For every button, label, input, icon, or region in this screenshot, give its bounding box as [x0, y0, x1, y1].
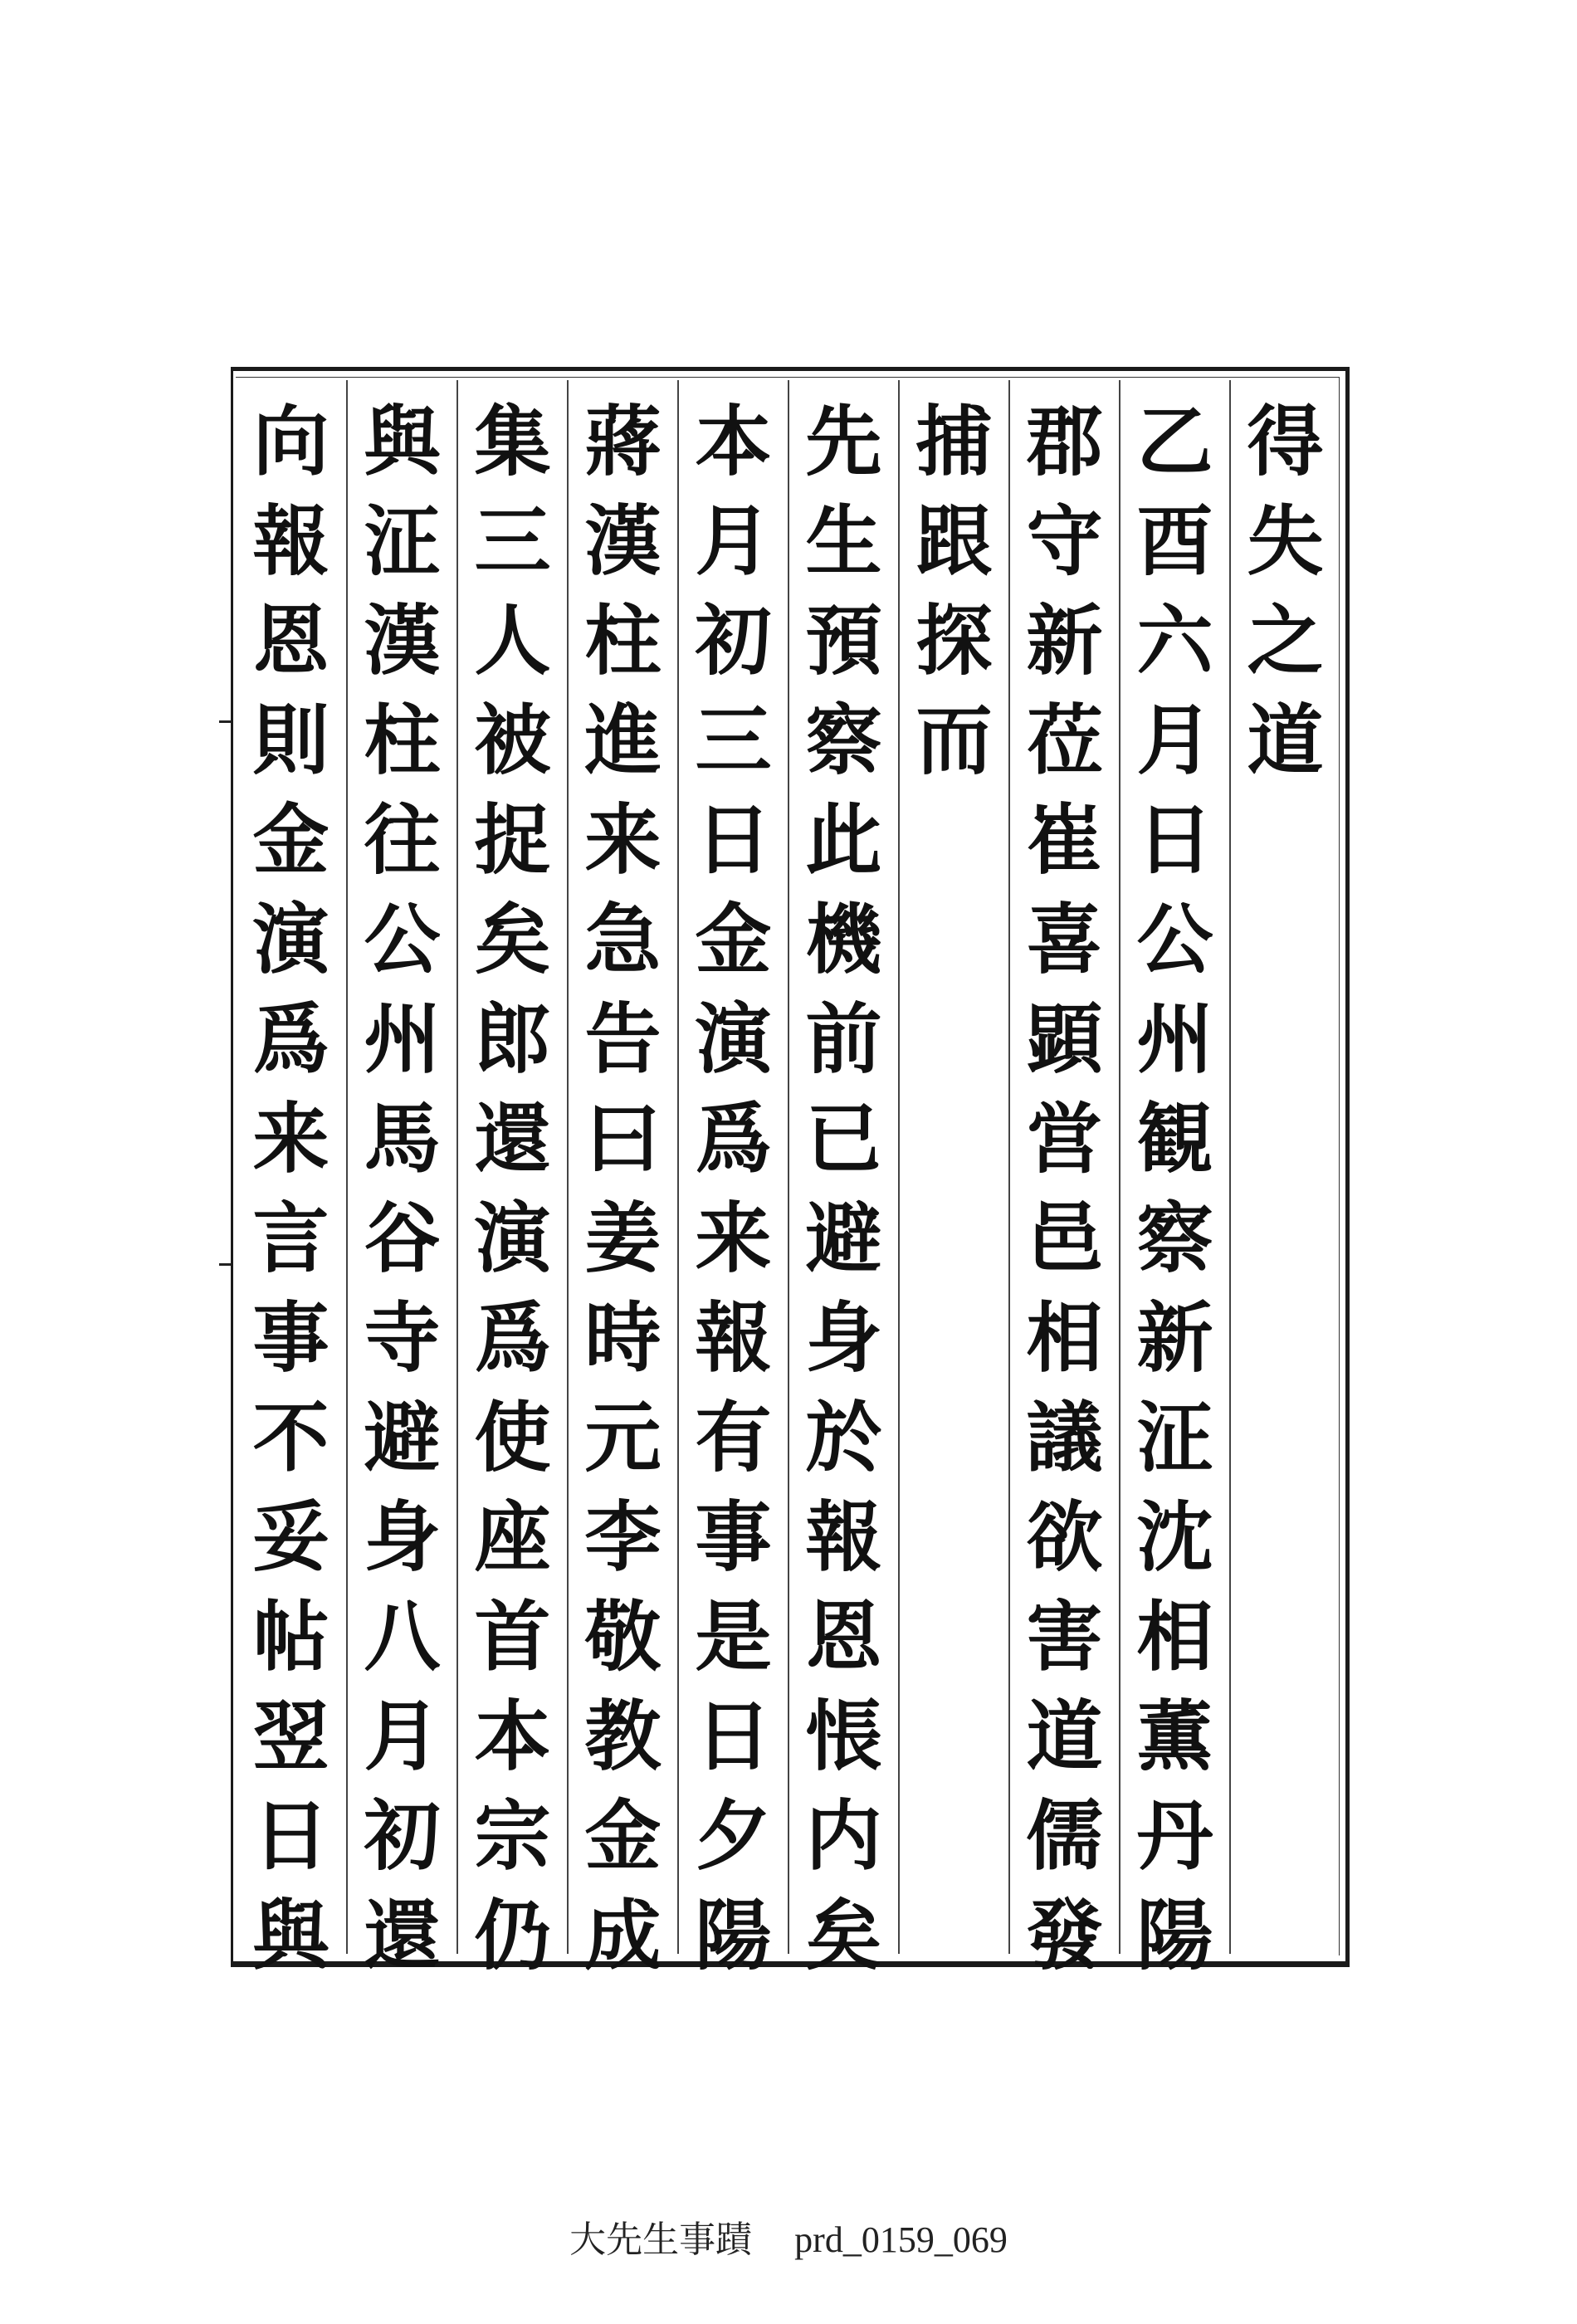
character-glyph: 道	[1026, 1692, 1103, 1781]
character-glyph: 公	[364, 895, 441, 984]
character-glyph: 金	[252, 795, 330, 885]
character-glyph: 進	[584, 696, 662, 785]
character-glyph: 日	[252, 1791, 330, 1881]
character-glyph: 公	[1136, 895, 1213, 984]
character-glyph: 探	[915, 596, 993, 686]
character-glyph: 與	[252, 1891, 330, 1980]
character-glyph: 来	[584, 795, 662, 885]
character-glyph: 顕	[1026, 994, 1103, 1084]
character-glyph: 座	[474, 1492, 551, 1582]
character-glyph: 還	[474, 1094, 551, 1184]
character-glyph: 金	[695, 895, 772, 984]
character-glyph: 翌	[252, 1692, 330, 1781]
character-glyph: 来	[695, 1194, 772, 1283]
character-glyph: 日	[1136, 795, 1213, 885]
character-glyph: 柱	[584, 596, 662, 686]
character-glyph: 郎	[474, 994, 551, 1084]
character-glyph: 道	[1247, 696, 1324, 785]
character-glyph: 丹	[1136, 1791, 1213, 1881]
character-glyph: 仍	[474, 1891, 551, 1980]
character-glyph: 被	[474, 696, 551, 785]
character-glyph: 與	[364, 397, 441, 486]
character-glyph: 前	[805, 994, 882, 1084]
character-glyph: 向	[252, 397, 330, 486]
character-glyph: 預	[805, 596, 882, 686]
character-glyph: 爲	[474, 1293, 551, 1383]
character-glyph: 首	[474, 1592, 551, 1682]
character-glyph: 金	[584, 1791, 662, 1881]
footer-page-id: prd_0159_069	[794, 2219, 1008, 2260]
text-column-1	[1229, 380, 1340, 1954]
character-glyph: 莅	[1026, 696, 1103, 785]
character-glyph: 而	[915, 696, 993, 785]
character-glyph: 爲	[252, 994, 330, 1084]
character-glyph: 郡	[1026, 397, 1103, 486]
character-glyph: 月	[364, 1692, 441, 1781]
character-glyph: 曰	[584, 1094, 662, 1184]
character-glyph: 得	[1247, 397, 1324, 486]
character-glyph: 寺	[364, 1293, 441, 1383]
character-glyph: 守	[1026, 496, 1103, 586]
character-glyph: 悵	[805, 1692, 882, 1781]
character-glyph: 三	[474, 496, 551, 586]
character-glyph: 酉	[1136, 496, 1213, 586]
character-glyph: 教	[584, 1692, 662, 1781]
character-glyph: 身	[805, 1293, 882, 1383]
character-glyph: 内	[805, 1791, 882, 1881]
character-glyph: 八	[364, 1592, 441, 1682]
character-glyph: 身	[364, 1492, 441, 1582]
character-glyph: 儒	[1026, 1791, 1103, 1881]
character-glyph: 初	[364, 1791, 441, 1881]
character-glyph: 急	[584, 895, 662, 984]
character-glyph: 事	[252, 1293, 330, 1383]
character-glyph: 観	[1136, 1094, 1213, 1184]
character-glyph: 本	[474, 1692, 551, 1781]
footer-title: 大先生事蹟	[569, 2219, 753, 2260]
character-glyph: 事	[695, 1492, 772, 1582]
character-glyph: 害	[1026, 1592, 1103, 1682]
character-glyph: 於	[805, 1393, 882, 1482]
character-glyph: 妥	[252, 1492, 330, 1582]
character-glyph: 崔	[1026, 795, 1103, 885]
character-glyph: 姜	[584, 1194, 662, 1283]
character-glyph: 元	[584, 1393, 662, 1482]
character-glyph: 報	[805, 1492, 882, 1582]
character-glyph: 成	[584, 1891, 662, 1980]
character-glyph: 失	[1247, 496, 1324, 586]
character-glyph: 報	[695, 1293, 772, 1383]
character-glyph: 新	[1136, 1293, 1213, 1383]
character-glyph: 漢	[364, 596, 441, 686]
character-glyph: 州	[364, 994, 441, 1084]
character-glyph: 此	[805, 795, 882, 885]
character-glyph: 日	[695, 795, 772, 885]
character-glyph: 六	[1136, 596, 1213, 686]
character-glyph: 柱	[364, 696, 441, 785]
text-column-10	[236, 380, 346, 1980]
character-glyph: 演	[252, 895, 330, 984]
character-glyph: 陽	[695, 1891, 772, 1980]
character-glyph: 営	[1026, 1094, 1103, 1184]
character-glyph: 本	[695, 397, 772, 486]
character-glyph: 捉	[474, 795, 551, 885]
text-column-2	[1119, 380, 1229, 1980]
character-glyph: 察	[805, 696, 882, 785]
character-glyph: 言	[252, 1194, 330, 1283]
character-glyph: 日	[695, 1692, 772, 1781]
character-glyph: 察	[1136, 1194, 1213, 1283]
character-glyph: 泟	[364, 496, 441, 586]
character-glyph: 演	[695, 994, 772, 1084]
character-glyph: 月	[1136, 696, 1213, 785]
character-glyph: 已	[805, 1094, 882, 1184]
character-glyph: 州	[1136, 994, 1213, 1084]
character-glyph: 之	[1247, 596, 1324, 686]
margin-tick-mark	[219, 1263, 231, 1266]
character-glyph: 陽	[1136, 1891, 1213, 1980]
character-glyph: 初	[695, 596, 772, 686]
character-glyph: 夕	[695, 1791, 772, 1881]
character-glyph: 生	[805, 496, 882, 586]
character-glyph: 矣	[805, 1891, 882, 1980]
character-glyph: 往	[364, 795, 441, 885]
character-glyph: 人	[474, 596, 551, 686]
character-glyph: 欲	[1026, 1492, 1103, 1582]
text-column-5	[788, 380, 898, 1980]
character-glyph: 避	[364, 1393, 441, 1482]
character-glyph: 恩	[252, 596, 330, 686]
character-glyph: 敬	[584, 1592, 662, 1682]
character-glyph: 泟	[1136, 1393, 1213, 1482]
character-glyph: 跟	[915, 496, 993, 586]
character-glyph: 報	[252, 496, 330, 586]
character-glyph: 乙	[1136, 397, 1213, 486]
character-glyph: 告	[584, 994, 662, 1084]
character-glyph: 有	[695, 1393, 772, 1482]
text-column-8	[456, 380, 567, 1980]
character-glyph: 發	[1026, 1891, 1103, 1980]
character-glyph: 月	[695, 496, 772, 586]
character-glyph: 爲	[695, 1094, 772, 1184]
character-glyph: 集	[474, 397, 551, 486]
character-glyph: 喜	[1026, 895, 1103, 984]
character-glyph: 相	[1136, 1592, 1213, 1682]
character-glyph: 谷	[364, 1194, 441, 1283]
character-glyph: 使	[474, 1393, 551, 1482]
character-glyph: 還	[364, 1891, 441, 1980]
margin-tick-mark	[219, 720, 231, 723]
character-glyph: 帖	[252, 1592, 330, 1682]
character-glyph: 蔣	[584, 397, 662, 486]
character-glyph: 邑	[1026, 1194, 1103, 1283]
character-glyph: 薫	[1136, 1692, 1213, 1781]
text-column-9	[346, 380, 456, 1980]
character-glyph: 矣	[474, 895, 551, 984]
character-glyph: 馬	[364, 1094, 441, 1184]
character-glyph: 時	[584, 1293, 662, 1383]
character-glyph: 来	[252, 1094, 330, 1184]
character-glyph: 相	[1026, 1293, 1103, 1383]
character-glyph: 先	[805, 397, 882, 486]
character-glyph: 避	[805, 1194, 882, 1283]
text-column-3	[1008, 380, 1119, 1980]
character-glyph: 沈	[1136, 1492, 1213, 1582]
character-glyph: 是	[695, 1592, 772, 1682]
text-column-7	[567, 380, 677, 1980]
character-glyph: 機	[805, 895, 882, 984]
text-column-4	[898, 380, 1008, 1954]
text-column-6	[677, 380, 788, 1980]
page-footer	[0, 2209, 1577, 2263]
character-glyph: 演	[474, 1194, 551, 1283]
character-glyph: 則	[252, 696, 330, 785]
character-glyph: 三	[695, 696, 772, 785]
character-glyph: 漢	[584, 496, 662, 586]
character-glyph: 李	[584, 1492, 662, 1582]
character-glyph: 新	[1026, 596, 1103, 686]
character-glyph: 捕	[915, 397, 993, 486]
character-glyph: 不	[252, 1393, 330, 1482]
character-glyph: 宗	[474, 1791, 551, 1881]
character-glyph: 議	[1026, 1393, 1103, 1482]
character-glyph: 恩	[805, 1592, 882, 1682]
